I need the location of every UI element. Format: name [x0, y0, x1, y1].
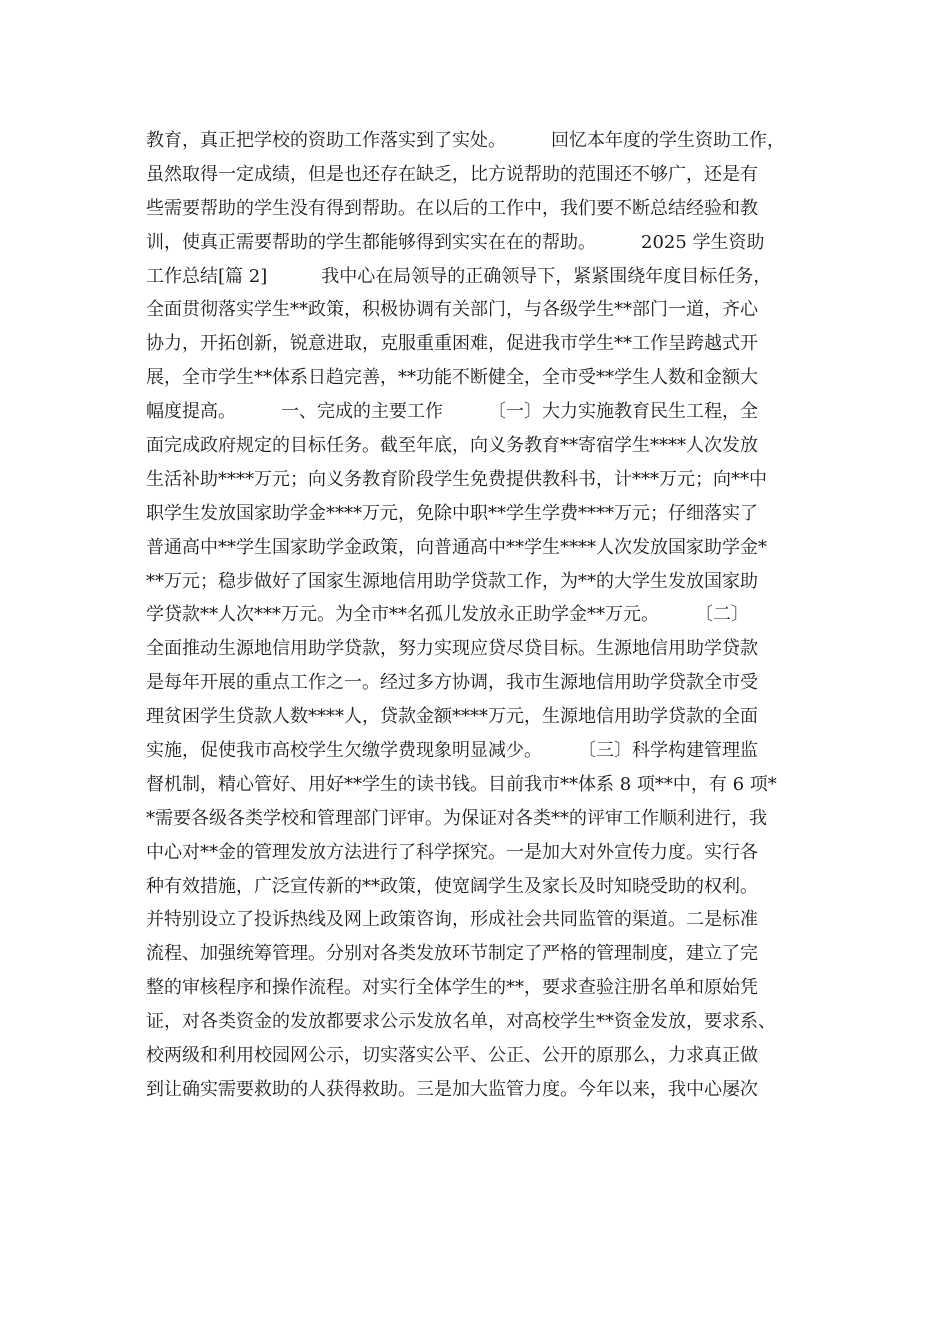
text-line: 到让确实需要救助的人获得救助。三是加大监管力度。今年以来，我中心屡次 [146, 1078, 758, 1100]
text-line: 校两级和利用校园网公示，切实落实公平、公正、公开的原那么，力求真正做 [146, 1045, 758, 1067]
text-line: 全面贯彻落实学生**政策，积极协调有关部门，与各级学生**部门一道，齐心 [146, 299, 758, 321]
text-line: *需要各级各类学校和管理部门评审。为保证对各类**的评审工作顺利进行，我 [146, 807, 767, 829]
text-line: 幅度提高。 一、完成的主要工作 〔一〕大力实施教育民生工程，全 [146, 401, 758, 423]
text-line: 工作总结[篇 2] 我中心在局领导的正确领导下，紧紧围绕年度目标任务， [146, 265, 772, 287]
text-line: **万元；稳步做好了国家生源地信用助学贷款工作，为**的大学生发放国家助 [146, 570, 758, 592]
text-line: 展，全市学生**体系日趋完善，**功能不断健全，全市受**学生人数和金额大 [146, 367, 758, 389]
text-line: 种有效措施，广泛宣传新的**政策，使宽阔学生及家长及时知晓受助的权利。 [146, 875, 758, 897]
text-line: 生活补助****万元；向义务教育阶段学生免费提供教科书，计***万元；向**中 [146, 468, 767, 490]
text-line: 并特别设立了投诉热线及网上政策咨询，形成社会共同监管的渠道。二是标准 [146, 909, 758, 931]
text-line: 虽然取得一定成绩，但是也还存在缺乏，比方说帮助的范围还不够广，还是有 [146, 163, 758, 185]
text-line: 教育，真正把学校的资助工作落实到了实处。 回忆本年度的学生资助工作， [146, 130, 785, 151]
body-text [146, 124, 816, 1107]
text-line: 些需要帮助的学生没有得到帮助。在以后的工作中，我们要不断总结经验和教 [146, 197, 758, 219]
text-line: 全面推动生源地信用助学贷款，努力实现应贷尽贷目标。生源地信用助学贷款 [146, 638, 758, 660]
text-line: 流程、加强统筹管理。分别对各类发放环节制定了严格的管理制度，建立了完 [146, 943, 758, 965]
text-line: 学贷款**人次***万元。为全市**名孤儿发放永正助学金**万元。 〔二〕 [146, 604, 749, 626]
text-line: 督机制，精心管好、用好**学生的读书钱。目前我市**体系 8 项**中，有 6 项* [146, 773, 777, 795]
text-line: 训，使真正需要帮助的学生都能够得到实实在在的帮助。 2025 学生资助 [146, 231, 765, 253]
text-line: 实施，促使我市高校学生欠缴学费现象明显减少。 〔三〕科学构建管理监 [146, 740, 758, 762]
text-line: 证，对各类资金的发放都要求公示发放名单，对高校学生**资金发放，要求系、 [146, 1011, 776, 1033]
text-line: 理贫困学生贷款人数****人，贷款金额****万元，生源地信用助学贷款的全面 [146, 706, 758, 728]
text-line: 是每年开展的重点工作之一。经过多方协调，我市生源地信用助学贷款全市受 [146, 672, 758, 694]
text-line: 协力，开拓创新，锐意进取，克服重重困难，促进我市学生**工作呈跨越式开 [146, 333, 758, 355]
text-line: 面完成政府规定的目标任务。截至年底，向义务教育**寄宿学生****人次发放 [146, 435, 758, 457]
text-line: 整的审核程序和操作流程。对实行全体学生的**，要求查验注册名单和原始凭 [146, 977, 758, 999]
text-line: 职学生发放国家助学金****万元，免除中职**学生学费****万元；仔细落实了 [146, 502, 758, 524]
text-line: 中心对**金的管理发放方法进行了科学探究。一是加大对外宣传力度。实行各 [146, 841, 758, 863]
text-line: 普通高中**学生国家助学金政策，向普通高中**学生****人次发放国家助学金* [146, 536, 767, 558]
